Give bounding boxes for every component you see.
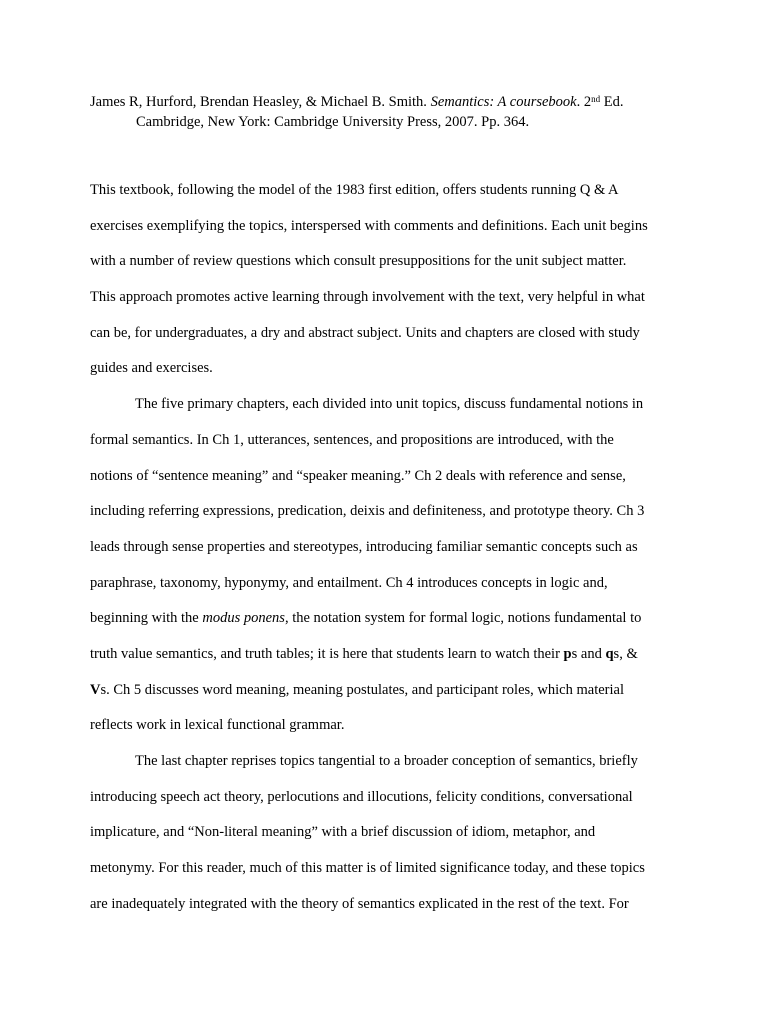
paragraph-2-line-4: including referring expressions, predication, deixis and definiteness, and prototype theory. Ch 3 bbox=[90, 503, 645, 520]
paragraph-2-line-7-start: beginning with the bbox=[90, 610, 203, 627]
paragraph-2-line-10: reflects work in lexical functional grammar. bbox=[90, 717, 345, 734]
paragraph-1-line-2: exercises exemplifying the topics, interspersed with comments and definitions. Each unit begins bbox=[90, 217, 648, 234]
paragraph-3-line-3: implicature, and “Non-literal meaning” with a brief discussion of idiom, metaphor, and bbox=[90, 824, 596, 841]
paragraph-2-line-8-start: truth value semantics, and truth tables; it is here that students learn to watch their bbox=[90, 645, 564, 662]
paragraph-1-line-6: guides and exercises. bbox=[90, 360, 213, 377]
paragraph-1-line-4: This approach promotes active learning through involvement with the text, very helpful in what bbox=[90, 289, 645, 306]
paragraph-3-line-4: metonymy. For this reader, much of this matter is of limited significance today, and these topics bbox=[90, 860, 645, 877]
paragraph-2-line-9-end: s. Ch 5 discusses word meaning, meaning postulates, and participant roles, which material bbox=[100, 681, 624, 698]
variable-p: p bbox=[563, 645, 572, 662]
paragraph-2-line-8 bbox=[90, 644, 690, 680]
paragraph-2-line-8-middle: s and bbox=[571, 645, 606, 662]
citation-line-1 bbox=[90, 92, 710, 112]
modus-ponens-term: modus ponens bbox=[202, 610, 285, 627]
variable-v: V bbox=[90, 681, 101, 698]
variable-q: q bbox=[605, 645, 614, 662]
citation-line-2: Cambridge, New York: Cambridge University Press, 2007. Pp. 364. bbox=[136, 114, 530, 130]
paragraph-1-line-3: with a number of review questions which consult presuppositions for the unit subject matter. bbox=[90, 253, 627, 270]
paragraph-1-line-1: This textbook, following the model of the 1983 first edition, offers students running Q & A bbox=[90, 182, 619, 198]
paragraph-3-line-1: The last chapter reprises topics tangential to a broader conception of semantics, briefly bbox=[135, 753, 638, 769]
review-body bbox=[90, 180, 690, 929]
paragraph-3-line-5: are inadequately integrated with the theory of semantics explicated in the rest of the text. For bbox=[90, 895, 629, 912]
citation-title: Semantics: A coursebook bbox=[430, 94, 577, 110]
paragraph-2-line-7 bbox=[90, 608, 690, 644]
paragraph-2-line-6: paraphrase, taxonomy, hyponymy, and entailment. Ch 4 introduces concepts in logic and, bbox=[90, 574, 608, 591]
paragraph-2-line-7-end: , the notation system for formal logic, notions fundamental to bbox=[284, 610, 642, 627]
paragraph-2-line-8-end: s, & bbox=[613, 645, 638, 662]
paragraph-1-line-5: can be, for undergraduates, a dry and abstract subject. Units and chapters are closed with study bbox=[90, 324, 640, 341]
paragraph-2-line-2: formal semantics. In Ch 1, utterances, sentences, and propositions are introduced, with the bbox=[90, 431, 614, 448]
citation-edition-superscript: nd bbox=[591, 94, 601, 104]
citation-edition-prefix: . 2 bbox=[576, 94, 592, 110]
citation-authors: James R, Hurford, Brendan Heasley, & Michael B. Smith. bbox=[90, 94, 431, 110]
paragraph-2-line-9 bbox=[90, 680, 690, 716]
paragraph-2-line-5: leads through sense properties and stereotypes, introducing familiar semantic concepts such as bbox=[90, 538, 638, 555]
citation-edition-suffix: Ed. bbox=[600, 94, 624, 110]
citation bbox=[90, 92, 710, 132]
paragraph-2-line-1: The five primary chapters, each divided into unit topics, discuss fundamental notions in bbox=[135, 396, 644, 413]
paragraph-3-line-2: introducing speech act theory, perlocutions and illocutions, felicity conditions, conversational bbox=[90, 788, 633, 805]
paragraph-2-line-3: notions of “sentence meaning” and “speaker meaning.” Ch 2 deals with reference and sense, bbox=[90, 467, 626, 484]
